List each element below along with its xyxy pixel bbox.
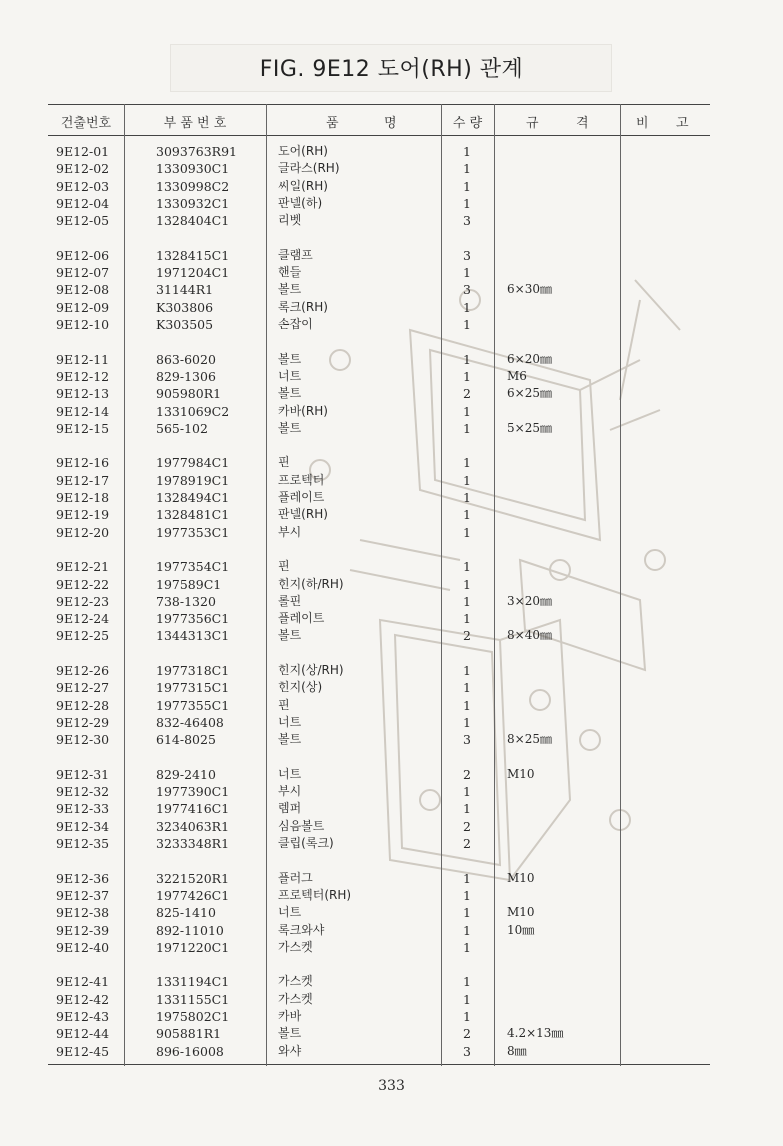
quantity: 1	[463, 490, 471, 505]
ref-number: 9E12-03	[56, 178, 110, 194]
part-number: 31144R1	[156, 282, 214, 298]
part-name: 글라스(RH)	[278, 161, 340, 176]
part-name: 힌지(상/RH)	[278, 663, 344, 677]
part-name: 록크(RH)	[278, 299, 328, 314]
table-row	[0, 835, 783, 852]
specification: 8㎜	[507, 1043, 527, 1058]
part-number: 892-11010	[156, 922, 224, 938]
table-row	[0, 368, 783, 385]
ref-number: 9E12-07	[56, 265, 110, 281]
quantity: 1	[463, 507, 471, 523]
table-header-rule	[48, 135, 710, 136]
table-row	[0, 195, 783, 212]
specification: M6	[507, 368, 527, 383]
part-number: 3233348R1	[156, 836, 230, 851]
header-spec: 규 격	[526, 115, 589, 131]
ref-number: 9E12-19	[56, 507, 110, 523]
part-name: 볼트	[278, 282, 302, 297]
ref-number: 9E12-39	[56, 922, 110, 938]
part-number: K303806	[156, 299, 214, 315]
table-top-rule	[48, 104, 710, 105]
part-number: 3093763R91	[156, 144, 237, 159]
table-row	[0, 281, 783, 298]
table-row	[0, 714, 783, 731]
quantity: 1	[463, 922, 471, 938]
table-row	[0, 247, 783, 264]
quantity: 1	[463, 870, 471, 886]
quantity: 1	[463, 714, 471, 730]
table-row	[0, 610, 783, 627]
table-row	[0, 524, 783, 541]
quantity: 1	[463, 265, 471, 281]
quantity: 3	[463, 247, 471, 263]
part-name: 심음볼트	[278, 818, 325, 833]
quantity: 2	[463, 818, 471, 834]
table-row	[0, 939, 783, 956]
ref-number: 9E12-16	[56, 455, 110, 471]
part-number: 1331069C2	[156, 403, 230, 419]
part-name: 프로텍터(RH)	[278, 887, 352, 902]
part-number: 1328404C1	[156, 213, 230, 229]
ref-number: 9E12-29	[56, 714, 110, 730]
table-row	[0, 973, 783, 990]
part-name: 핀	[278, 697, 290, 712]
quantity: 2	[463, 386, 471, 402]
table-row	[0, 212, 783, 229]
quantity: 1	[463, 593, 471, 609]
part-name: 플러그	[278, 870, 313, 885]
quantity: 1	[463, 472, 471, 488]
table-row	[0, 420, 783, 437]
ref-number: 9E12-42	[56, 991, 110, 1007]
specification: 6×25㎜	[507, 386, 552, 401]
part-name: 프로텍터	[278, 472, 325, 487]
part-number: 1978919C1	[156, 472, 230, 488]
ref-number: 9E12-35	[56, 836, 110, 851]
table-row	[0, 385, 783, 402]
part-name: 너트	[278, 368, 302, 383]
ref-number: 9E12-22	[56, 576, 110, 592]
part-name: 가스켓	[278, 991, 313, 1006]
ref-number: 9E12-05	[56, 213, 110, 229]
table-row	[0, 887, 783, 904]
part-name: 가스켓	[278, 939, 313, 954]
part-name: 판넬(하)	[278, 195, 323, 210]
part-name: 손잡이	[278, 317, 313, 331]
part-name: 플레이트	[278, 490, 325, 504]
ref-number: 9E12-21	[56, 559, 110, 575]
quantity: 1	[463, 939, 471, 955]
part-name: 클램프	[278, 247, 313, 262]
table-row	[0, 351, 783, 368]
part-number: 1977353C1	[156, 524, 230, 540]
table-row	[0, 627, 783, 644]
table-row	[0, 576, 783, 593]
part-number: 1328415C1	[156, 247, 230, 263]
header-part-number: 부 품 번 호	[163, 115, 227, 131]
part-name: 너트	[278, 766, 302, 781]
quantity: 1	[463, 368, 471, 384]
specification: M10	[507, 870, 535, 885]
table-row	[0, 264, 783, 281]
header-qty: 수 량	[452, 115, 483, 131]
table-row	[0, 1043, 783, 1060]
specification: 3×20㎜	[507, 593, 552, 608]
header-note: 비 고	[636, 115, 689, 131]
quantity: 2	[463, 836, 471, 851]
table-bottom-rule	[48, 1064, 710, 1065]
table-row	[0, 160, 783, 177]
table-row	[0, 679, 783, 696]
part-number: 1977318C1	[156, 663, 230, 678]
quantity: 1	[463, 524, 471, 540]
ref-number: 9E12-32	[56, 784, 110, 800]
table-row	[0, 1008, 783, 1025]
part-number: 829-2410	[156, 766, 216, 782]
ref-number: 9E12-10	[56, 317, 110, 332]
part-name: 씨일(RH)	[278, 178, 328, 193]
part-name: 볼트	[278, 386, 302, 401]
part-name: 힌지(하/RH)	[278, 576, 344, 591]
part-name: 가스켓	[278, 974, 313, 989]
quantity: 1	[463, 317, 471, 332]
part-number: 1971204C1	[156, 265, 230, 281]
part-name: 렘퍼	[278, 801, 302, 816]
ref-number: 9E12-08	[56, 282, 110, 298]
part-name: 록크와샤	[278, 922, 325, 937]
ref-number: 9E12-34	[56, 818, 110, 834]
table-row	[0, 1025, 783, 1042]
part-name: 너트	[278, 714, 302, 729]
part-number: 3234063R1	[156, 818, 230, 834]
ref-number: 9E12-44	[56, 1026, 110, 1042]
part-name: 클립(록크)	[278, 836, 334, 850]
part-name: 도어(RH)	[278, 144, 328, 158]
part-number: 1975802C1	[156, 1009, 230, 1024]
quantity: 1	[463, 420, 471, 436]
ref-number: 9E12-23	[56, 593, 110, 609]
part-number: 905980R1	[156, 386, 222, 402]
table-row	[0, 800, 783, 817]
ref-number: 9E12-20	[56, 524, 110, 540]
ref-number: 9E12-26	[56, 663, 110, 678]
quantity: 2	[463, 628, 471, 644]
ref-number: 9E12-06	[56, 247, 110, 263]
part-number: 1977416C1	[156, 801, 230, 817]
part-name: 핀	[278, 455, 290, 470]
table-row	[0, 403, 783, 420]
table-row	[0, 489, 783, 506]
quantity: 1	[463, 801, 471, 817]
part-name: 볼트	[278, 628, 302, 643]
part-number: 1330932C1	[156, 195, 230, 211]
table-row	[0, 662, 783, 679]
table-row	[0, 697, 783, 714]
quantity: 1	[463, 1009, 471, 1024]
part-number: 738-1320	[156, 593, 216, 609]
table-row	[0, 783, 783, 800]
part-name: 부시	[278, 784, 302, 799]
part-name: 카바(RH)	[278, 403, 328, 418]
part-number: 614-8025	[156, 732, 216, 748]
part-number: 825-1410	[156, 905, 216, 921]
part-number: K303505	[156, 317, 214, 332]
page-title: FIG. 9E12 도어(RH) 관계	[259, 57, 524, 82]
ref-number: 9E12-38	[56, 905, 110, 921]
part-number: 1331194C1	[156, 974, 230, 990]
part-name: 볼트	[278, 1026, 302, 1041]
ref-number: 9E12-45	[56, 1043, 110, 1059]
part-number: 1977315C1	[156, 680, 230, 696]
specification: 8×25㎜	[507, 732, 552, 747]
part-number: 1330930C1	[156, 161, 230, 177]
part-number: 863-6020	[156, 351, 216, 367]
table-row	[0, 904, 783, 921]
ref-number: 9E12-27	[56, 680, 110, 696]
ref-number: 9E12-24	[56, 611, 110, 627]
table-row	[0, 472, 783, 489]
ref-number: 9E12-15	[56, 420, 110, 436]
table-row	[0, 143, 783, 160]
ref-number: 9E12-40	[56, 939, 110, 955]
specification: 8×40㎜	[507, 628, 552, 643]
part-number: 1977354C1	[156, 559, 230, 575]
specification: 6×20㎜	[507, 351, 552, 366]
quantity: 1	[463, 178, 471, 194]
part-name: 핸들	[278, 265, 302, 280]
quantity: 1	[463, 784, 471, 800]
specification: M10	[507, 766, 535, 781]
part-number: 1977984C1	[156, 455, 230, 471]
part-name: 카바	[278, 1009, 302, 1023]
quantity: 3	[463, 213, 471, 229]
ref-number: 9E12-04	[56, 195, 110, 211]
quantity: 3	[463, 282, 471, 298]
part-number: 1977356C1	[156, 611, 230, 627]
header-no: 건출번호	[60, 115, 112, 131]
specification: M10	[507, 905, 535, 920]
ref-number: 9E12-25	[56, 628, 110, 644]
table-row	[0, 870, 783, 887]
table-row	[0, 454, 783, 471]
ref-number: 9E12-18	[56, 490, 110, 505]
part-number: 1977355C1	[156, 697, 230, 713]
part-number: 1344313C1	[156, 628, 230, 644]
table-row	[0, 558, 783, 575]
ref-number: 9E12-36	[56, 870, 110, 886]
ref-number: 9E12-30	[56, 732, 110, 748]
ref-number: 9E12-41	[56, 974, 110, 990]
part-number: 1977390C1	[156, 784, 230, 800]
table-row	[0, 818, 783, 835]
ref-number: 9E12-33	[56, 801, 110, 817]
table-row	[0, 593, 783, 610]
part-name: 볼트	[278, 351, 302, 366]
ref-number: 9E12-01	[56, 144, 110, 159]
ref-number: 9E12-02	[56, 161, 110, 177]
quantity: 1	[463, 905, 471, 921]
specification: 5×25㎜	[507, 420, 552, 435]
part-number: 197589C1	[156, 576, 222, 592]
table-row	[0, 178, 783, 195]
quantity: 1	[463, 991, 471, 1007]
quantity: 2	[463, 766, 471, 782]
ref-number: 9E12-31	[56, 766, 110, 782]
part-name: 롤핀	[278, 593, 302, 608]
quantity: 1	[463, 663, 471, 678]
table-row	[0, 316, 783, 333]
part-number: 1971220C1	[156, 939, 230, 955]
quantity: 1	[463, 680, 471, 696]
part-name: 힌지(상)	[278, 680, 323, 695]
quantity: 1	[463, 351, 471, 367]
quantity: 1	[463, 161, 471, 177]
ref-number: 9E12-17	[56, 472, 110, 488]
table-row	[0, 506, 783, 523]
part-number: 1330998C2	[156, 178, 230, 194]
part-name: 부시	[278, 524, 302, 539]
ref-number: 9E12-43	[56, 1009, 110, 1024]
quantity: 3	[463, 1043, 471, 1059]
part-number: 829-1306	[156, 368, 216, 384]
part-name: 핀	[278, 559, 290, 574]
ref-number: 9E12-12	[56, 368, 110, 384]
part-number: 1331155C1	[156, 991, 230, 1007]
part-number: 1328481C1	[156, 507, 230, 523]
quantity: 1	[463, 455, 471, 471]
part-number: 832-46408	[156, 714, 224, 730]
quantity: 1	[463, 887, 471, 903]
quantity: 1	[463, 144, 471, 159]
part-name: 리벳	[278, 213, 302, 228]
part-name: 와샤	[278, 1043, 302, 1058]
part-name: 판넬(RH)	[278, 507, 328, 522]
specification: 4.2×13㎜	[507, 1026, 564, 1041]
part-name: 플레이트	[278, 611, 325, 626]
part-number: 1328494C1	[156, 490, 230, 505]
ref-number: 9E12-11	[56, 351, 110, 367]
table-row	[0, 922, 783, 939]
ref-number: 9E12-14	[56, 403, 110, 419]
ref-number: 9E12-09	[56, 299, 110, 315]
part-name: 너트	[278, 905, 302, 920]
quantity: 1	[463, 559, 471, 575]
quantity: 1	[463, 611, 471, 627]
quantity: 3	[463, 732, 471, 748]
part-name: 볼트	[278, 732, 302, 747]
table-row	[0, 299, 783, 316]
ref-number: 9E12-37	[56, 887, 110, 903]
part-number: 905881R1	[156, 1026, 222, 1042]
part-number: 565-102	[156, 420, 208, 436]
quantity: 1	[463, 697, 471, 713]
quantity: 1	[463, 576, 471, 592]
quantity: 1	[463, 974, 471, 990]
part-number: 1977426C1	[156, 887, 230, 903]
page-number: 333	[378, 1078, 405, 1094]
ref-number: 9E12-13	[56, 386, 110, 402]
quantity: 1	[463, 195, 471, 211]
table-row	[0, 766, 783, 783]
part-name: 볼트	[278, 420, 302, 435]
part-number: 3221520R1	[156, 870, 230, 886]
ref-number: 9E12-28	[56, 697, 110, 713]
header-name: 품 명	[326, 115, 397, 131]
quantity: 2	[463, 1026, 471, 1042]
specification: 10㎜	[507, 922, 535, 937]
quantity: 1	[463, 299, 471, 315]
specification: 6×30㎜	[507, 282, 552, 297]
quantity: 1	[463, 403, 471, 419]
table-row	[0, 731, 783, 748]
part-number: 896-16008	[156, 1043, 224, 1059]
table-row	[0, 991, 783, 1008]
